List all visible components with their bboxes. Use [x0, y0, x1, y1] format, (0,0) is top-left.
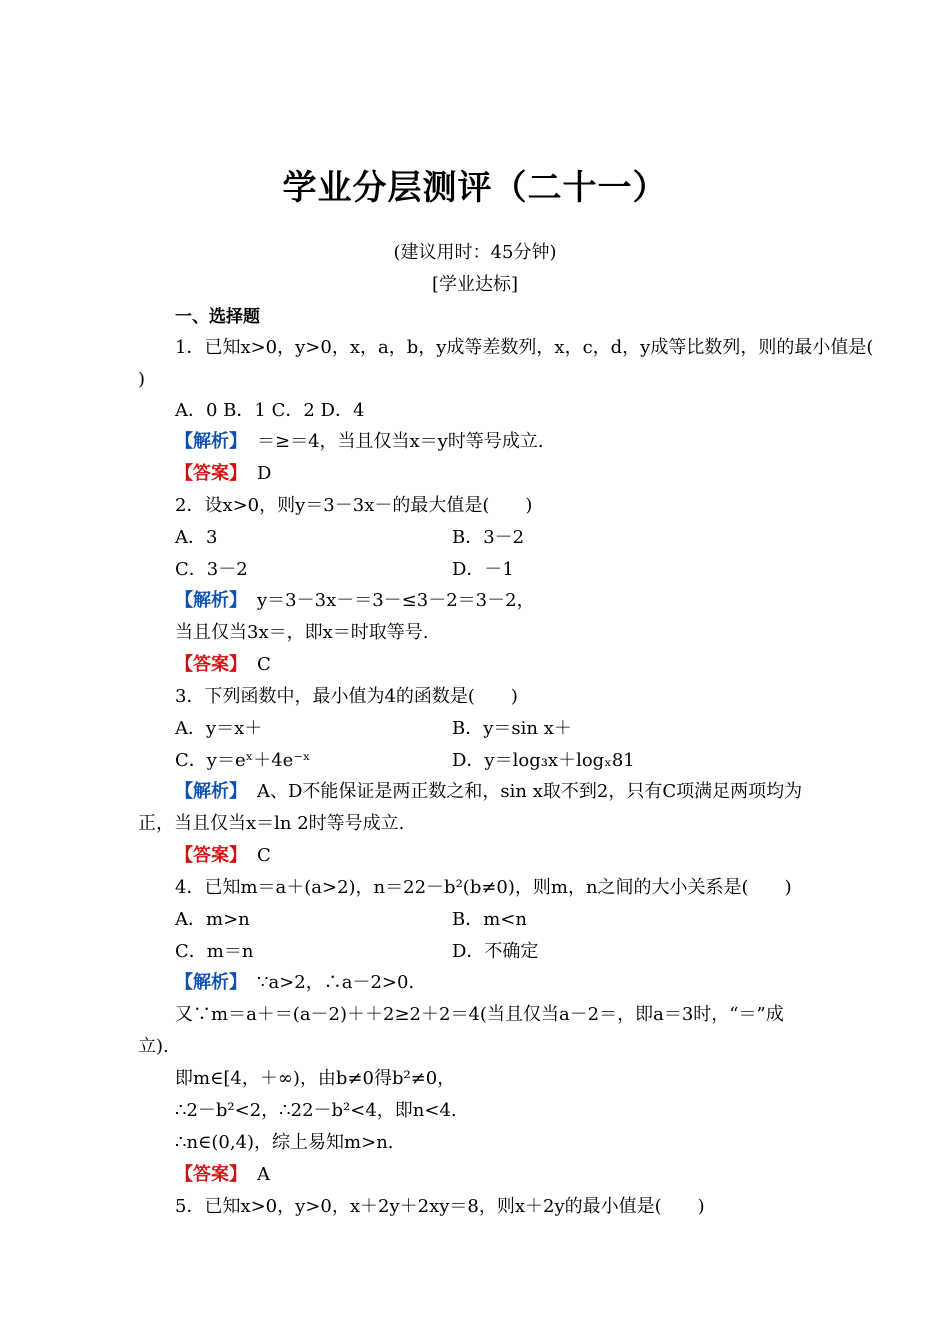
analysis-label: 【解析】 — [175, 972, 247, 993]
q2-stem: 2．设x>0，则y＝3－3x－的最大值是( ) — [175, 495, 533, 516]
q4-option-a: A．m>n — [175, 909, 250, 930]
q2-analysis-cont: 当且仅当3x＝，即x＝时取等号. — [175, 622, 429, 643]
q2-answer-text: C — [257, 654, 271, 675]
q3-answer — [175, 844, 271, 868]
section-heading: 一、选择题 — [175, 307, 260, 327]
analysis-label: 【解析】 — [175, 431, 247, 452]
q4-answer-text: A — [257, 1164, 270, 1185]
q4-option-d: D．不确定 — [452, 941, 539, 962]
q1-answer-text: D — [257, 463, 272, 484]
q2-analysis-text: y＝3－3x－＝3－≤3－2＝3－2， — [257, 590, 535, 611]
q2-option-d: D．－1 — [452, 559, 514, 580]
q4-stem: 4．已知m＝a＋(a>2)，n＝22－b²(b≠0)，则m，n之间的大小关系是( ) — [175, 877, 792, 898]
q3-option-d: D．y＝log₃x＋logₓ81 — [452, 750, 635, 771]
q2-answer — [175, 653, 271, 677]
level-heading: [学业达标] — [431, 274, 519, 295]
q1-answer — [175, 462, 271, 486]
q4-answer — [175, 1163, 270, 1187]
time-note: (建议用时：45分钟) — [393, 242, 557, 263]
q2-option-a: A．3 — [175, 527, 218, 548]
answer-label: 【答案】 — [175, 845, 247, 866]
q4-option-b: B．m<n — [452, 909, 527, 930]
q4-analysis-line2: 又∵m＝a＋＝(a－2)＋＋2≥2＋2＝4(当且仅当a－2＝，即a＝3时，“＝”成 — [175, 1004, 784, 1025]
q3-option-a: A．y＝x＋ — [175, 718, 263, 739]
q3-answer-text: C — [257, 845, 271, 866]
q2-option-c: C．3－2 — [175, 559, 248, 580]
q3-analysis-cont: 正，当且仅当x＝ln 2时等号成立. — [138, 813, 405, 834]
q3-option-c: C．y＝eˣ＋4e⁻ˣ — [175, 750, 311, 771]
q4-analysis-line4: 即m∈[4，＋∞)，由b≠0得b²≠0， — [175, 1068, 456, 1089]
q5-stem: 5．已知x>0，y>0，x＋2y＋2xy＝8，则x＋2y的最小值是( ) — [175, 1196, 705, 1217]
q4-analysis-line3: 立). — [138, 1036, 169, 1057]
q3-option-b: B．y＝sin x＋ — [452, 718, 572, 739]
q2-analysis — [175, 589, 535, 613]
analysis-label: 【解析】 — [175, 590, 247, 611]
q1-stem-cont: ) — [138, 369, 146, 390]
q4-analysis — [175, 971, 414, 995]
answer-label: 【答案】 — [175, 654, 247, 675]
q3-analysis — [175, 780, 802, 804]
q1-analysis — [175, 430, 544, 454]
q3-stem: 3．下列函数中，最小值为4的函数是( ) — [175, 686, 518, 707]
q1-stem: 1．已知x>0，y>0，x，a，b，y成等差数列，x，c，d，y成等比数列，则的最小值是( — [175, 337, 874, 358]
q2-option-b: B．3－2 — [452, 527, 525, 548]
q3-analysis-text: A、D不能保证是两正数之和，sin x取不到2，只有C项满足两项均为 — [257, 781, 803, 802]
answer-label: 【答案】 — [175, 1164, 247, 1185]
q1-analysis-text: ＝≥＝4，当且仅当x＝y时等号成立. — [257, 431, 544, 452]
q4-analysis-line5: ∴2－b²<2，∴22－b²<4，即n<4. — [175, 1100, 457, 1121]
page-title: 学业分层测评（二十一） — [282, 168, 668, 208]
answer-label: 【答案】 — [175, 463, 247, 484]
analysis-label: 【解析】 — [175, 781, 247, 802]
q4-analysis-text: ∵a>2，∴a－2>0. — [257, 972, 415, 993]
q4-option-c: C．m＝n — [175, 941, 254, 962]
q4-analysis-line6: ∴n∈(0,4)，综上易知m>n. — [175, 1132, 394, 1153]
q1-options: A．0 B．1 C．2 D．4 — [175, 400, 365, 421]
